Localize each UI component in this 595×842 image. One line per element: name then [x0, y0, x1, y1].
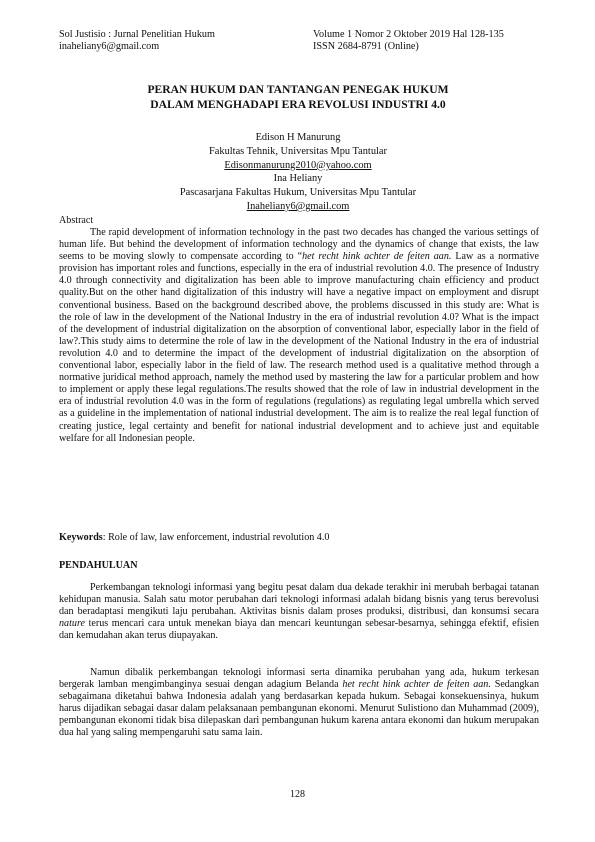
paragraph-1-italic: nature [59, 618, 85, 630]
issn: ISSN 2684-8791 (Online) [313, 41, 419, 52]
abstract-italic-phrase: het recht hink achter de feiten aan. [302, 251, 452, 263]
keywords-text: : Role of law, law enforcement, industrial revolution 4.0 [102, 532, 330, 543]
author-1-name: Edison H Manurung [255, 132, 341, 143]
abstract-text [59, 227, 539, 445]
paragraph-2-part-1: Namun dibalik perkembangan teknologi informasi serta dinamika perubahan yang ada, hukum terkesan bergerak lamban mengimbanginya sesuai dengan adagium Belanda [59, 667, 539, 691]
section-heading: PENDAHULUAN [59, 560, 138, 571]
author-2-email[interactable]: Inaheliany6@gmail.com [246, 200, 350, 212]
abstract-text-part-2: Law as a normative provision has important roles and functions, especially in the era of industrial revolution 4.0. The presence of Industry 4.0 through connectivity and digitalization has been able to improve manufacturing chain efficiency and product quality.But on the other hand digitalization of this industry will have a negative impact on employment and disrupt conventional business. Based on the background described above, the problems discussed in this study are: What is the role of law in the development of the National Industry in the era of industrial revolution 4.0? What is the impact of the development of industrial digitalization on the absorption of conventional labor, especially labor in the field of law?.This study aims to determine the role of law in the development of the National Industry in the era of industrial revolution 4.0 and to determine the impact of the development of industrial digitalization on the absorption of conventional labor, especially labor in the field of law. The research method used is a qualitative method through a normative juridical method approach, namely the method used by mastering the law for a particular problem and how to implement or apply these legal regulations.The results showed that the role of law in industrial development in the era of industrial revolution 4.0 was in the form of regulations (regulations) as regulating legal umbrella which served as a guideline in the implementation of national industrial development. The aim is to realize the real legal function of creating justice, legal certainty and benefit for national industrial development and to achieve just and equitable welfare for all Indonesian people. [59, 251, 539, 444]
keywords-label: Keywords [59, 532, 103, 543]
title-line-1: PERAN HUKUM DAN TANTANGAN PENEGAK HUKUM [147, 83, 449, 96]
abstract-heading: Abstract [59, 215, 94, 226]
paragraph-2 [59, 667, 539, 740]
paragraph-1 [59, 582, 539, 642]
author-2-affiliation: Pascasarjana Fakultas Hukum, Universitas Mpu Tantular [179, 187, 417, 199]
author-block [60, 131, 536, 214]
paragraph-2-italic: het recht hink achter de feiten aan. [342, 679, 491, 691]
running-header-right [313, 29, 504, 53]
page-number: 128 [290, 789, 305, 800]
volume-info: Volume 1 Nomor 2 Oktober 2019 Hal 128-135 [313, 29, 504, 40]
paragraph-2-part-2: Sedangkan sebagaimana diketahui bahwa Indonesia adalah yang berdasarkan kepada hukum. Sebagai konsekuensinya, hukum harus dijadikan sebagai dasar dalam pelaksanaan pembangunan ekonomi. Menurut Sulistiono dan Muhammad (2009), pembangunan ekonomi tidak bisa dilepaskan dari pembangunan hukum karena antara ekonomi dan hukum merupakan dua hal yang saling mempengaruhi satu sama lain. [59, 679, 539, 739]
author-2-name: Ina Heliany [273, 173, 323, 185]
author-1-affiliation: Fakultas Tehnik, Universitas Mpu Tantular [209, 145, 387, 157]
header-email: inaheliany6@gmail.com [59, 41, 160, 52]
author-1-email[interactable]: Edisonmanurung2010@yahoo.com [224, 159, 372, 171]
paragraph-1-part-1: Perkembangan teknologi informasi yang begitu pesat dalam dua dekade terakhir ini merubah berbagai tatanan kehidupan manusia. Salah satu motor perubahan dari teknologi informasi adalah bidang bisnis yang terus berevolusi dan beradaptasi mengikuti laju perubahan. Aktivitas bisnis dalam proses produksi, distribusi, dan konsumsi secara [59, 582, 539, 618]
journal-name: Sol Justisio : Jurnal Penelitian Hukum [59, 29, 215, 40]
keywords-line [59, 532, 539, 544]
title-line-2: DALAM MENGHADAPI ERA REVOLUSI INDUSTRI 4.0 [150, 97, 446, 111]
paper-title [60, 83, 536, 112]
paragraph-1-part-2: terus mencari cara untuk menekan biaya dan mencari keuntungan sebesar-besarnya, sehingga efektif, efisien dan kemudahan akan terus diupayakan. [59, 618, 539, 642]
running-header-left [59, 29, 215, 53]
abstract-text-part-1: The rapid development of information technology in the past two decades has changed the various settings of human life. But behind the development of information technology and the dynamics of change that exists, the law seems to be moving slowly to compensate according to “ [59, 227, 539, 263]
